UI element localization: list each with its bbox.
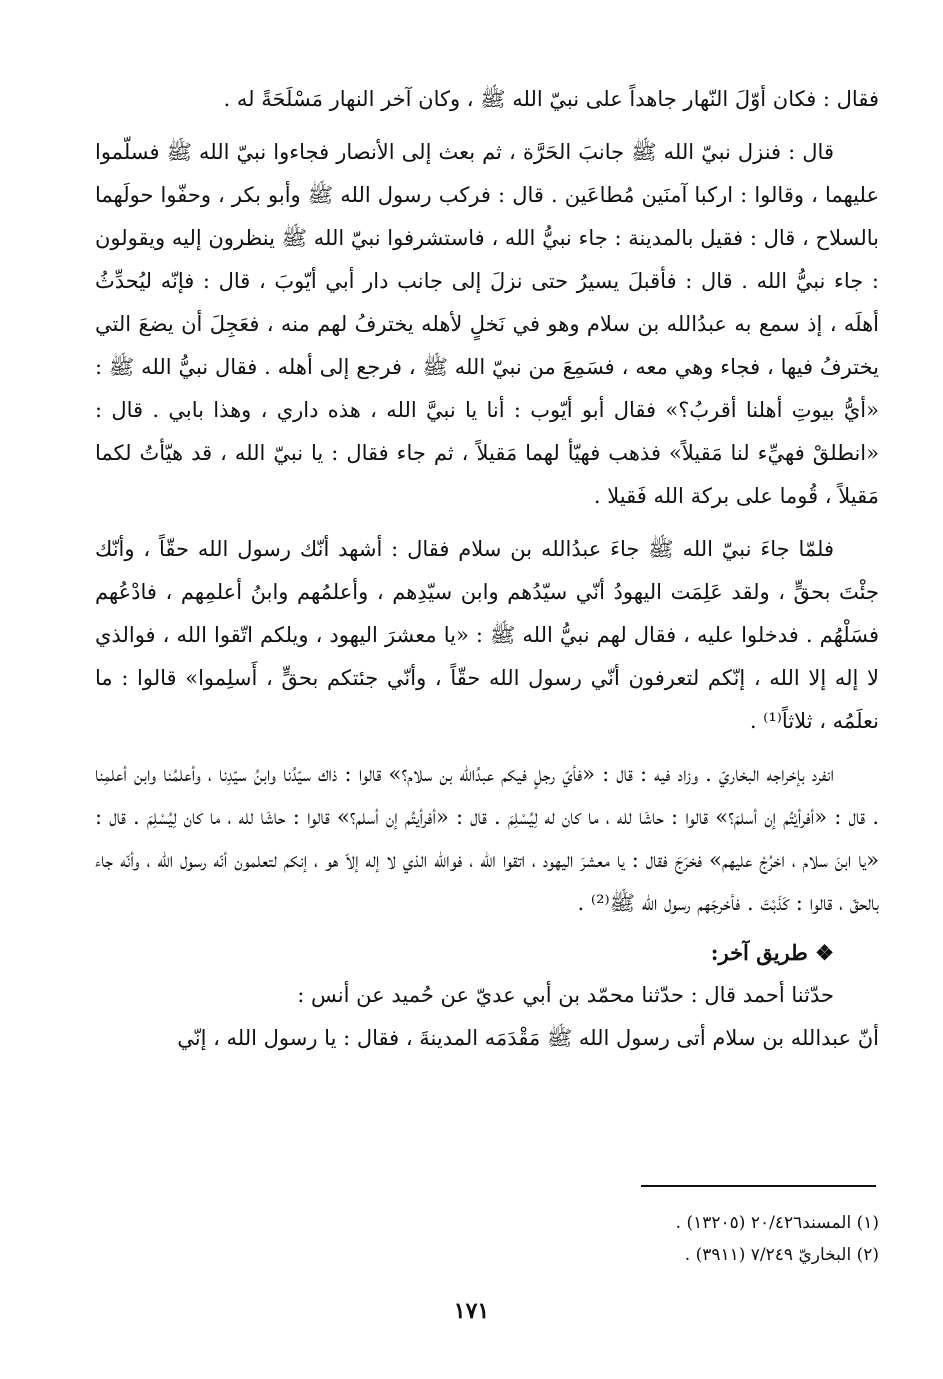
paragraph-4: انفرد بإخراجه البخاريّ . وزاد فيه : قال : «فأيّ رجلٍ فيكم عبدُالله بن سلام؟» قالوا : ذاك سيّدُنا وابنُ سيّدِنا ، وأعلمُنا وابن أعلمِنا . قال : «أفرأيْتُم إن أسلمَ؟» قالوا : حاشَا لله ، ما كان له لِيُسْلِمَ . قال : «أفرأيتُم إن أسلم؟» قالوا : حاشَا لله ، ما كان لِيُسْلِمَ . قال : «يا ابنَ سلام ، اخرُجْ عليهم» فخرَجَ فقال : يا معشرَ اليهود ، اتقوا الله ، فوالله الذي لا إله إلاّ هو ، إنكم لتعلمون أنّه رسول الله ، وأنّه جاء بالحقّ ، قالوا : كَذَبْتَ . فأخرجَهم رسول الله ﷺ⁽²⁾ .	[95, 762, 879, 915]
paragraph-5: حدّثنا أحمد قال : حدّثنا محمّد بن أبي عديّ عن حُميد عن أنس :	[297, 983, 834, 1007]
footnote-2: (٢) البخاريّ ٧/٢٤٩ (٣٩١١) .	[684, 1245, 879, 1265]
paragraph-2: قال : فنزل نبيّ الله ﷺ جانبَ الحَرَّة ، ثم بعث إلى الأنصار فجاءوا نبيّ الله ﷺ فسلّموا عليهما ، وقالوا : اركبا آمنَين مُطاعَين . قال : فركب رسول الله ﷺ وأبو بكر ، وحفّوا حولَهما بالسلاح ، قال : فقيل بالمدينة : جاء نبيُّ الله ، فاستشرفوا نبيّ الله ﷺ ينظرون إليه ويقولون : جاء نبيُّ الله . قال : فأقبلَ يسيرُ حتى نزلَ إلى جانب دار أبي أيّوبَ ، قال : فإنّه ليُحدِّثُ أهلَه ، إذ سمع به عبدُالله بن سلام وهو في نَخلٍ لأهله يخترفُ لهم منه ، فعَجِلَ أن يضعَ التي يخترفُ فيها ، فجاء وهي معه ، فسَمِعَ من نبيّ الله ﷺ ، فرجع إلى أهله . فقال نبيُّ الله ﷺ : «أيُّ بيوتِ أهلنا أقربُ؟» فقال أبو أيّوب : أنا يا نبيَّ الله ، هذه داري ، وهذا بابي . قال : «انطلقْ فهيِّء لنا مَقيلاً» فذهب فهيّأ لهما مَقيلاً ، ثم جاء فقال : يا نبيّ الله ، قد هيّأتُ لكما مَقيلاً ، قُوما على بركة الله فَقيلا .	[95, 140, 879, 508]
section-heading: ❖ طريق آخر:	[710, 940, 834, 965]
page-number: ١٧١	[453, 1298, 490, 1324]
footnotes	[95, 1207, 879, 1271]
paragraph-3: فلمّا جاءَ نبيّ الله ﷺ جاءَ عبدُالله بن سلام فقال : أشهد أنّك رسول الله حقّاً ، وأنّك جئْتَ بحقٍّ ، ولقد عَلِمَت اليهودُ أنّي سيّدُهم وابن سيّدِهم ، وأعلمُهم وابنُ أعلمِهم ، فادْعُهم فسَلْهُم . فدخلوا عليه ، فقال لهم نبيُّ الله ﷺ : «يا معشرَ اليهود ، ويلكم اتّقوا الله ، فوالذي لا إله إلا الله ، إنّكم لتعرفون أنّي رسول الله حقّاً ، وأنّي جئتكم بحقٍّ ، أَسلِموا» قالوا : ما نعلَمُه ، ثلاثاً⁽¹⁾ .	[95, 537, 879, 733]
paragraph-6: أنّ عبدالله بن سلام أتى رسول الله ﷺ مَقْدَمَه المدينةَ ، فقال : يا رسول الله ، إنّي	[177, 1026, 879, 1050]
main-text	[95, 78, 879, 1060]
footnote-divider	[641, 1185, 876, 1187]
paragraph-1: فقال : فكان أوّلَ النّهار جاهداً على نبيّ الله ﷺ ، وكان آخر النهار مَسْلَحَةً له .	[223, 87, 879, 111]
footnote-1: (١) المسند٢٠/٤٢٦ (١٣٢٠٥) .	[675, 1213, 879, 1233]
